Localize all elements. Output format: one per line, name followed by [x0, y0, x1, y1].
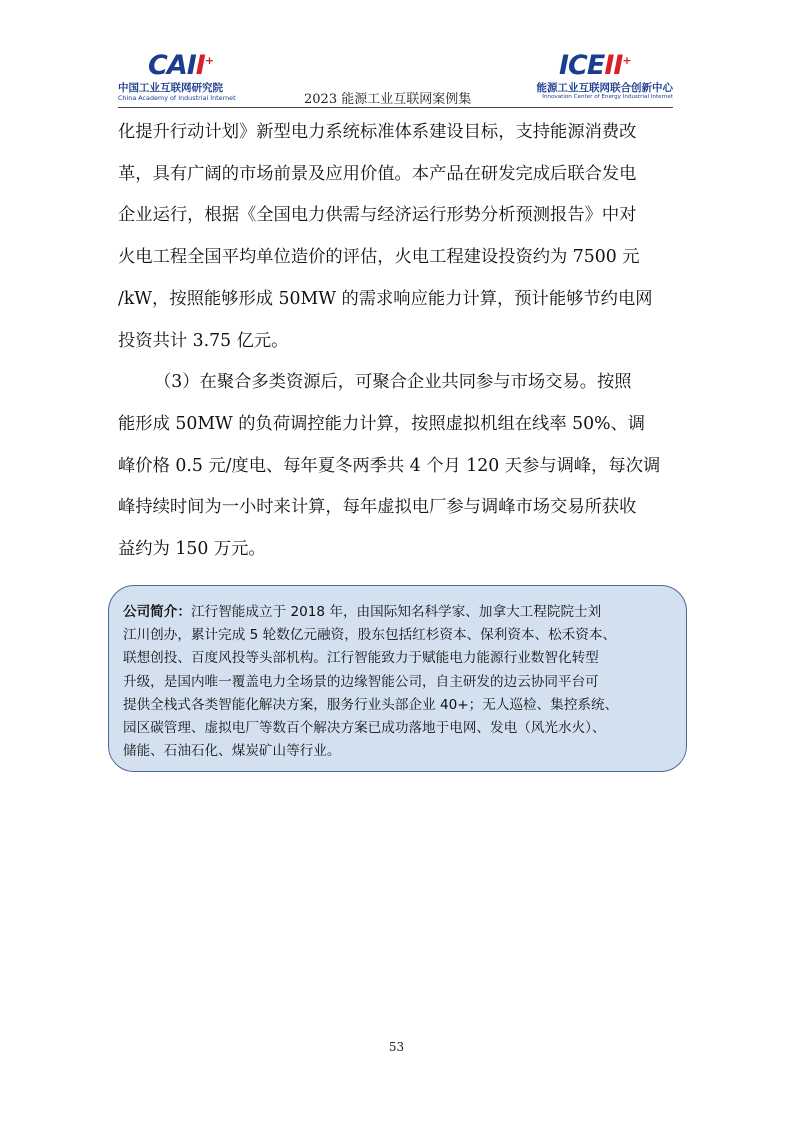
company-intro-box	[108, 585, 687, 772]
caii-logo-mark: CAII+	[148, 50, 214, 81]
intro-line: 升级，是国内唯一覆盖电力全场景的边缘智能公司，自主研发的边云协同平台可	[123, 673, 599, 690]
text-line: /kW，按照能够形成 50MW 的需求响应能力计算，预计能够节约电网	[118, 288, 653, 309]
intro-line: 江川创办，累计完成 5 轮数亿元融资，股东包括红杉资本、保利资本、松禾资本、	[123, 627, 617, 644]
document-title: 2023 能源工业互联网案例集	[304, 92, 472, 107]
iceii-logo	[533, 52, 673, 108]
text-line: 峰持续时间为一小时来计算，每年虚拟电厂参与调峰市场交易所获收	[118, 497, 637, 518]
intro-label: 公司简介：	[123, 604, 191, 620]
intro-line: 提供全栈式各类智能化解决方案，服务行业头部企业 40+；无人巡检、集控系统、	[123, 696, 619, 713]
text-line: 企业运行，根据《全国电力供需与经济运行形势分析预测报告》中对	[118, 205, 637, 226]
main-text	[118, 112, 678, 571]
iceii-name-en: Innovation Center of Energy Industrial Internet	[542, 94, 673, 100]
text-line: 能形成 50MW 的负荷调控能力计算，按照虚拟机组在线率 50%、调	[118, 413, 646, 434]
text-line: 益约为 150 万元。	[118, 539, 266, 560]
page-header	[118, 52, 673, 108]
iceii-name-cn: 能源工业互联网联合创新中心	[536, 82, 673, 94]
page-number: 53	[388, 1040, 405, 1054]
text-line: 革，具有广阔的市场前景及应用价值。本产品在研发完成后联合发电	[118, 163, 637, 184]
caii-name-cn: 中国工业互联网研究院	[118, 82, 223, 94]
text-line: 峰价格 0.5 元/度电、每年夏冬两季共 4 个月 120 天参与调峰，每次调	[118, 455, 661, 476]
text-line: 投资共计 3.75 亿元。	[118, 330, 289, 351]
caii-name-en: China Academy of Industrial Internet	[118, 94, 236, 102]
intro-line: 园区碳管理、虚拟电厂等数百个解决方案已成功落地于电网、发电（风光水火）、	[123, 720, 606, 737]
text-line: 化提升行动计划》新型电力系统标准体系建设目标，支持能源消费改	[118, 122, 637, 142]
header-divider	[118, 107, 673, 108]
company-intro-text	[123, 601, 683, 763]
iceii-logo-mark: ICEII+	[559, 50, 631, 81]
intro-line: 储能、石油石化、煤炭矿山等行业。	[123, 743, 341, 760]
intro-line: 公司简介：江行智能成立于 2018 年，由国际知名科学家、加拿大工程院院士刘	[123, 604, 602, 620]
intro-line: 联想创投、百度风投等头部机构。江行智能致力于赋能电力能源行业数智化转型	[123, 650, 599, 667]
text-line: 火电工程全国平均单位造价的评估，火电工程建设投资约为 7500 元	[118, 247, 640, 268]
text-line: （3）在聚合多类资源后，可聚合企业共同参与市场交易。按照	[154, 372, 632, 393]
